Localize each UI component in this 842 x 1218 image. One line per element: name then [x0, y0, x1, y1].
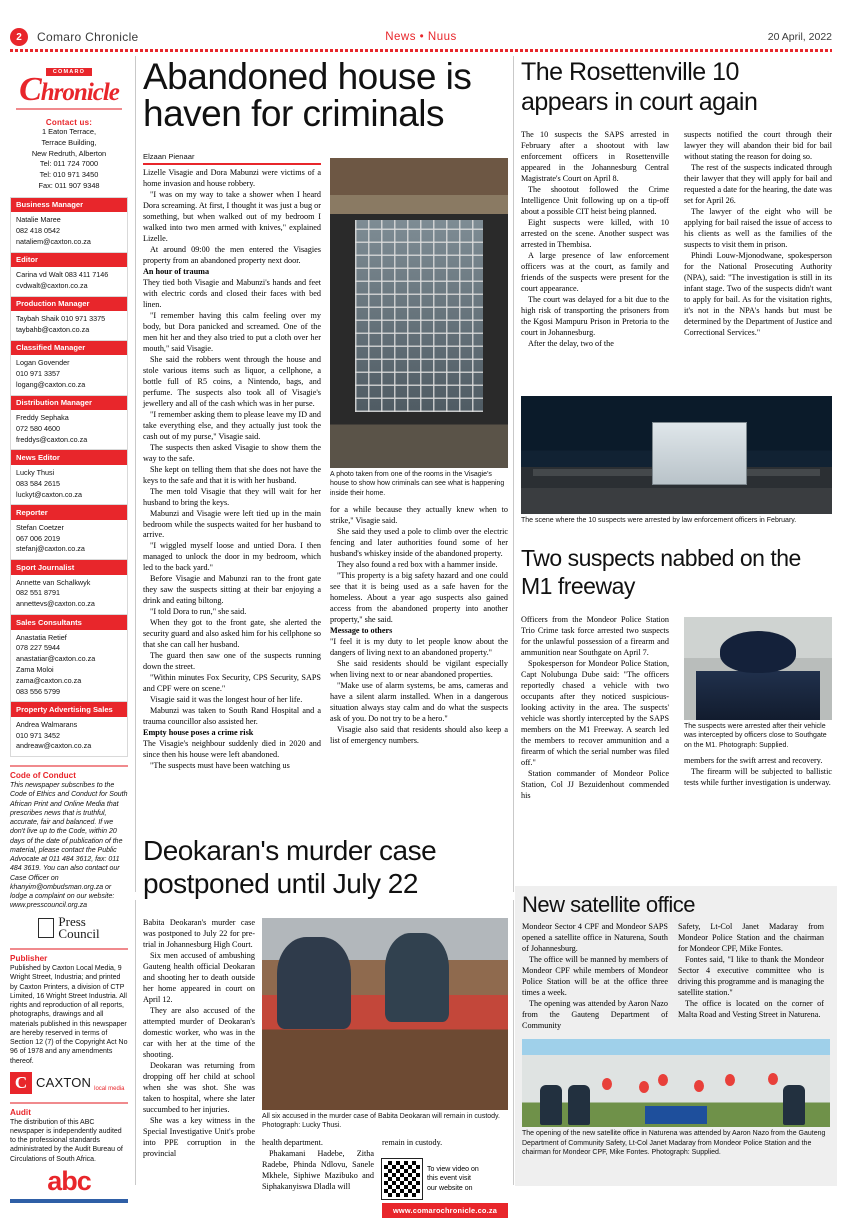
staff-line: annettevs@caxton.co.za [16, 599, 95, 609]
paragraph: The guard then saw one of the suspects running down the street. [143, 651, 321, 672]
paragraph: Six men accused of ambushing Gauteng health official Deokaran and shooting her to death outside her home appeared in court on April 12. [143, 950, 255, 1004]
paragraph: Mabunzi and Visagie were left tied up in the main bedroom while the suspects waited for her husband to arrive. [143, 508, 321, 540]
paragraph: "I wiggled myself loose and untied Dora. I then managed to unlock the door in my bedroom, which led to the back yard." [143, 541, 321, 573]
paragraph: When they got to the front gate, she alerted the security guard and also asked him for his cellphone so that she can call her husband. [143, 618, 321, 650]
article-body-col2 [684, 130, 832, 339]
photo-block-deokaran [262, 918, 508, 1131]
article-body-col3 [382, 1138, 508, 1149]
photo-arrest-scene [521, 396, 832, 514]
headline-satellite-office: New satellite office [522, 892, 696, 917]
article-body-col1 [143, 918, 255, 1160]
paragraph: The suspects then asked Visagie to show them the way to the safe. [143, 442, 321, 463]
paragraph: "Within minutes Fox Security, CPS Security, SAPS and CPF were on scene." [143, 673, 321, 694]
photo-caption: The opening of the new satellite office in Naturena was attended by Aaron Nazo from the Gauteng Department of Community Safety, Lt-Col Janet Madaray from Mondeor Police Station and the chairman for Mondeor CPF, Mike Fontes. Photograph: Supplied. [522, 1130, 826, 1157]
staff-contact [11, 717, 127, 757]
paragraph: She said residents should be vigilant especially when living next to or near abandoned properties. [330, 659, 508, 680]
paragraph: Station commander of Mondeor Police Station, Col JJ Bezuidenhout commended his [521, 768, 669, 800]
paragraph: "The suspects must have been watching us [150, 761, 290, 771]
staff-line: 078 227 5944 [16, 643, 60, 653]
article-deokaran-col2 [262, 1138, 374, 1193]
staff-line: 010 971 3357 [16, 368, 60, 378]
masthead-rail [10, 56, 128, 1203]
staff-line: logang@caxton.co.za [16, 379, 86, 389]
caxton-subtitle: local media [94, 1085, 125, 1092]
article-deokaran-col3 [382, 1138, 508, 1218]
staff-contact [11, 355, 127, 395]
staff-line: stefanj@caxton.co.za [16, 544, 85, 554]
code-of-conduct-heading: Code of Conduct [10, 771, 76, 781]
photo-satellite-office-opening [522, 1039, 830, 1127]
paragraph: The office will be manned by members of Mondeor CPF while members of Mondeor Police Station will be at the office three times a week. [522, 955, 668, 998]
staff-line: Andrea Walmarans [16, 719, 78, 729]
press-council-wordmark [58, 913, 100, 941]
staff-contact [11, 575, 127, 615]
paragraph: "I was on my way to take a shower when I heard Dora screaming. At first, I thought it was just a bug or something, but when walked out of my bedroom I walked into two men armed with knives," explained Lizelle. [143, 189, 321, 243]
article-body-col2 [262, 1138, 374, 1193]
article-body-col2 [678, 922, 824, 1032]
paragraph: Officers from the Mondeor Police Station Trio Crime task force arrested two suspects for the unlawful possession of a firearm and ammunition near Southgate on April 7. [521, 615, 669, 657]
satellite-columns [522, 922, 830, 1032]
paragraph: The rest of the suspects indicated through their lawyer that they will apply for bail and requested a date for the hearing, the date was set for April 26. [684, 162, 832, 205]
paragraph: She kept on telling them that she does not have the keys to the safe and that it is with her husband. [143, 464, 321, 485]
logo-word-rest: hronicle [40, 79, 119, 106]
contact-line: Tel: 011 724 7000 [39, 159, 99, 169]
paragraph: Phakamani Hadebe, Zitha Radebe, Phinda Ndlovu, Sanele Mkhele, Siphiwe Mazibuko and Siphakanyiswa Dladla will [262, 1148, 374, 1191]
staff-contact [11, 267, 127, 297]
staff-line: luckyt@caxton.co.za [16, 489, 83, 499]
staff-line: 083 584 2615 [16, 478, 60, 488]
staff-role-heading: Classified Manager [11, 341, 127, 355]
staff-role-heading: Production Manager [11, 297, 127, 311]
column-divider [513, 56, 514, 892]
staff-line: Freddy Sephaka [16, 413, 69, 423]
column-divider [135, 900, 136, 1185]
photo-caption: A photo taken from one of the rooms in the Visagie's house to show how criminals can see what is happening inside their home. [330, 471, 505, 497]
staff-line: Taybah Shaik 010 971 3375 [16, 314, 106, 324]
paragraph: Spokesperson for Mondeor Police Station, Capt Nolubunga Dube said: "The officers reportedly chased a vehicle with two occupants after they noticed suspicious-looking activity in the area. The suspects' vehicle was shortly intercepted by the SAPS members on the M1 Freeway. A search led the members to recover ammunition and a firearm of which the serial number was filed off." [521, 658, 669, 767]
staff-line: cvdwalt@caxton.co.za [16, 280, 88, 290]
article-m1-col1 [521, 615, 669, 802]
staff-line: 082 551 8791 [16, 588, 60, 598]
photo-caption: All six accused in the murder case of Babita Deokaran will remain in custody. Photograph: Lucky Thusi. [262, 1113, 500, 1130]
abc-logo: abc [47, 1165, 91, 1196]
promo-line: this event visit [427, 1175, 471, 1183]
article-abandoned-house-col2 [330, 158, 508, 747]
article-body-col1 [521, 615, 669, 802]
staff-line: Logan Govender [16, 358, 70, 368]
staff-line: Zama Moloi [16, 664, 54, 674]
staff-role-heading: Distribution Manager [11, 396, 127, 410]
staff-role-heading: Editor [11, 253, 127, 267]
headline-m1: Two suspects nabbed on the M1 freeway [521, 545, 801, 599]
press-council-mark-icon [38, 918, 54, 938]
paragraph: members for the swift arrest and recovery. [684, 756, 823, 766]
person-figure [540, 1085, 562, 1125]
staff-contact [11, 520, 127, 560]
staff-line: 083 556 5799 [16, 686, 60, 696]
press-council-logo [10, 913, 128, 941]
paragraph: "This property is a big safety hazard and one could see that it is being used as a safe haven for the homeless. About a year ago suspects also gained access from the abandoned property into another property," she said. [330, 571, 508, 625]
contact-line: Terrace Building, [41, 138, 97, 147]
website-url-button[interactable]: www.comarochronicle.co.za [382, 1203, 508, 1218]
column-divider [135, 56, 136, 892]
staff-line: 010 971 3452 [16, 730, 60, 740]
paragraph: The firearm will be subjected to ballistic tests while further investigation is underway. [684, 767, 832, 788]
publication-logo [10, 56, 128, 113]
article-rosettenville [521, 58, 832, 117]
paragraph: Before Visagie and Mabunzi ran to the front gate they saw the suspects sitting at their bar enjoying a drink and eating biltong. [143, 574, 321, 606]
staff-role-heading: Sport Journalist [11, 560, 127, 574]
logo-initial: C [19, 71, 41, 108]
staff-line: 082 418 0542 [16, 225, 60, 235]
balloon-icon [694, 1080, 704, 1092]
video-promo-text [427, 1165, 479, 1192]
contact-heading: Contact us: [45, 118, 93, 128]
paragraph: Safety, Lt-Col Janet Madaray from Mondeor Police Station and the chairman for Mondeor CPF, Mike Fontes. [678, 922, 824, 954]
paragraph: She was a key witness in the Special Investigative Unit's probe into PPE corruption in the provincial [143, 1115, 255, 1158]
paragraph: After the delay, two of the [528, 338, 614, 348]
publisher-text: Published by Caxton Local Media, 9 Wright Street, Industria; and printed by Caxton Printers, a division of CTP Limited, 16 Wright Street Industria. All rights and reproduction of all reports, photographs, drawings and all materials published in this newspaper are hereby reserved in terms of Section 12 (7) of the Copyright Act No 96 of 1978 and any amendments thereof. [10, 965, 128, 1065]
paragraph: At around 09:00 the men entered the Visagies property from an abandoned property next door. [143, 244, 321, 265]
column-divider [513, 900, 514, 1185]
photo-caption: The suspects were arrested after their vehicle was intercepted by officers close to Southgate on the M1. Photograph: Supplied. [684, 723, 827, 749]
article-body-col1 [522, 922, 668, 1032]
paragraph: Eight suspects were killed, with 10 arrested on the scene. Another suspect was arrested in Thembisa. [521, 217, 669, 249]
page-header [10, 26, 832, 48]
article-m1-col2 [684, 617, 832, 789]
publisher-heading: Publisher [10, 954, 48, 964]
article-body-col1 [143, 168, 321, 772]
staff-line: freddys@caxton.co.za [16, 434, 88, 444]
balloon-icon [768, 1073, 778, 1085]
staff-line: zama@caxton.co.za [16, 675, 82, 685]
page-number-badge: 2 [10, 28, 28, 46]
staff-line: nataliem@caxton.co.za [16, 236, 91, 246]
paper-name: Comaro Chronicle [37, 30, 139, 44]
code-of-conduct-text: This newspaper subscribes to the Code of Ethics and Conduct for South African Print and Online Media that prescribes news that is truthful, accurate, fair and balanced. If we don't live up to the Code, within 20 days of the date of publication of the material, please contact the Public Advocate at 011 484 3612, fax: 011 484 3619. You can also contact our Case Officer on khanyim@ombudsman.org.za or lodge a complaint on our website: www.presscouncil.org.za [10, 782, 128, 910]
paragraph: "Make use of alarm systems, be ams, cameras and have a silent alarm installed. When in a dangerous situation always stay calm and do what the suspects ask of you. Do not try to be a hero." [330, 681, 508, 724]
paragraph: She said they used a pole to climb over the electric fencing and later authorities found some of her husband's whiskey inside of the abandoned property. [330, 527, 508, 559]
paragraph: The court was delayed for a bit due to the high risk of transporting the prisoners from the Kgosi Mampuru Prison in Pretoria to the court in Johannesburg. [521, 294, 669, 337]
staff-line: 072 580 4600 [16, 423, 60, 433]
staff-role-heading: Business Manager [11, 198, 127, 212]
balloon-icon [725, 1074, 735, 1086]
header-divider [10, 49, 832, 52]
paragraph: "I remember asking them to please leave my ID and take everything else, and they actually just took the cash out of my purse," Visagie said. [143, 409, 321, 441]
subheading: An hour of trauma [143, 266, 210, 276]
paragraph: Mondeor Sector 4 CPF and Mondeor SAPS opened a satellite office in Naturena, South of Johannesburg. [522, 922, 668, 954]
audit-text: The distribution of this ABC newspaper is independently audited to the professional standards administrated by the Audit Bureau of Circulations of South Africa. [10, 1118, 123, 1163]
paragraph: Visagie said it was the longest hour of her life. [150, 695, 303, 705]
staff-line: Lucky Thusi [16, 467, 55, 477]
rail-footer-bar [10, 1199, 128, 1203]
staff-line: anastatiar@caxton.co.za [16, 654, 96, 664]
staff-line: Natalie Maree [16, 215, 61, 225]
subheading: Empty house poses a crime risk [143, 728, 254, 738]
staff-role-heading: Sales Consultants [11, 615, 127, 629]
person-figure [783, 1085, 805, 1125]
logo-underline [16, 108, 122, 110]
paragraph: The 10 suspects the SAPS arrested in February after a shootout with law enforcement officers in Rosettenville appeared in the Johannesburg Central Magistrate's Court on April 8. [521, 130, 669, 183]
caxton-wordmark: CAXTON [36, 1075, 92, 1091]
headline-rosettenville: The Rosettenville 10 appears in court again [521, 58, 758, 116]
article-rosettenville-col1 [521, 130, 669, 350]
paragraph: They are also accused of the attempted murder of Deokaran's domestic worker, who was in the car with her at the time of the shooting. [143, 1005, 255, 1059]
promo-line: our website on [427, 1184, 473, 1192]
contact-line: Fax: 011 907 9348 [38, 180, 100, 190]
logo-tagline: COMARO [46, 68, 92, 76]
contact-line: Tel: 010 971 3450 [39, 170, 99, 180]
balloon-icon [639, 1081, 649, 1093]
paragraph: Deokaran was returning from dropping off her child at school when she was shot. She was taken to hospital, where she later succumbed to her injuries. [143, 1060, 255, 1114]
paragraph: The shootout followed the Crime Intelligence Unit following up on a tip-off about a possible CIT heist being planned. [521, 184, 669, 216]
paragraph: A large presence of law enforcement officers was at the court, as family and friends of the suspects were present for the court appearance. [521, 250, 669, 293]
paragraph: They tied both Visagie and Mabunzi's hands and feet with electric cords and closed their faces with bed linen. [143, 277, 321, 309]
article-body-col2 [330, 505, 508, 747]
staff-contact [11, 212, 127, 252]
paragraph: The men told Visagie that they will wait for her husband to bring the keys. [143, 486, 321, 507]
paragraph: "I told Dora to run," she said. [150, 607, 247, 617]
article-body-col2 [684, 756, 832, 789]
contact-line: 1 Eaton Terrace, [41, 127, 97, 137]
headline-abandoned-house: Abandoned house is haven for criminals [143, 56, 472, 134]
press-council-line1: Press [58, 913, 86, 929]
subheading: Message to others [330, 626, 393, 636]
paragraph: Babita Deokaran's murder case was postponed to July 22 for pre-trial in Johannesburg High Court. [143, 918, 255, 949]
staff-role-heading: News Editor [11, 450, 127, 464]
paragraph: Visagie also said that residents should also keep a list of emergency numbers. [330, 725, 508, 745]
staff-role-heading: Reporter [11, 505, 127, 519]
staff-role-heading: Property Advertising Sales [11, 702, 127, 716]
article-satellite-office [515, 886, 837, 1186]
staff-line: Stefan Coetzer [16, 522, 64, 532]
staff-line: taybahb@caxton.co.za [16, 324, 90, 334]
article-deokaran-col1 [143, 918, 255, 1160]
paragraph: The office is located on the corner of Malta Road and Vesting Street in Naturena. [678, 999, 824, 1020]
issue-date: 20 April, 2022 [767, 31, 832, 43]
promo-line: To view video on [427, 1166, 479, 1174]
qr-code-icon[interactable] [382, 1159, 422, 1199]
staff-directory [10, 197, 128, 758]
staff-line: Carina vd Walt 083 411 7146 [16, 270, 109, 280]
section-label: News • Nuus [385, 31, 457, 43]
paragraph: remain in custody. [382, 1138, 443, 1147]
rail-divider [10, 1102, 128, 1104]
article-body-col1 [521, 130, 669, 350]
staff-contact [11, 410, 127, 450]
paragraph: Fontes said, "I like to thank the Mondeor Sector 4 executive committee who is driving this programme and is managing the satellite station." [678, 955, 824, 998]
paragraph: She said the robbers went through the house and stole various items such as liquor, a cellphone, a bottle full of R5 coins, a Nintendo, bags, and perfume. The suspects also took all of Visagie's jewellery and all of the cash which was in her purse. [143, 354, 321, 408]
paragraph: suspects notified the court through their lawyer they will abandon their bid for bail without stating the reason for doing so. [684, 130, 832, 161]
balloon-icon [602, 1078, 612, 1090]
paragraph: They also found a red box with a hammer inside. [337, 560, 498, 570]
audit-heading: Audit [10, 1107, 31, 1117]
paragraph: Lizelle Visagie and Dora Mabunzi were victims of a home invasion and house robbery. [143, 168, 321, 188]
photo-court-accused [262, 918, 508, 1110]
paragraph: Phindi Louw-Mjonodwane, spokesperson for the National Prosecuting Authority (NPA), said: "The investigation is still in its infant stage. Two of the suspects didn't want to apply for bail. As for the visitation rights, it's not in the NPA's hands but must be determined by the Department of Justice and Correctional Services." [684, 250, 832, 337]
staff-line: 067 006 2019 [16, 533, 60, 543]
staff-line: Anastatia Retief [16, 632, 67, 642]
press-council-line2: Council [58, 925, 100, 941]
paragraph: The opening was attended by Aaron Nazo from the Gauteng Department of Community [522, 999, 668, 1031]
paragraph: "I feel it is my duty to let people know about the dangers of living next to an abandoned property." [330, 637, 508, 658]
paragraph: The lawyer of the eight who will be applying for bail raised the issue of access to his clients as well as the families of the suspects to visit them in prison. [684, 206, 832, 249]
article-m1 [521, 545, 832, 600]
paragraph: The Visagie's neighbour suddenly died in 2020 and since then his house were left abandoned. [143, 739, 321, 760]
contact-line: New Redruth, Alberton [31, 148, 107, 158]
person-figure [568, 1085, 590, 1125]
paragraph: for a while because they actually knew when to strike," Visagie said. [330, 505, 508, 526]
article-deokaran [143, 834, 508, 900]
contact-details [10, 127, 128, 191]
headline-deokaran: Deokaran's murder case postponed until July 22 [143, 835, 437, 900]
paragraph: Mabunzi was taken to South Rand Hospital and a trauma councillor also assisted her. [143, 706, 321, 727]
staff-contact [11, 630, 127, 703]
article-abandoned-house-col1 [143, 152, 321, 772]
video-promo[interactable] [382, 1159, 508, 1199]
byline: Elzaan Pienaar [143, 152, 195, 161]
byline-divider [143, 163, 321, 165]
caxton-logo [10, 1072, 128, 1094]
photo-caption: The scene where the 10 suspects were arrested by law enforcement officers in February. [521, 517, 797, 524]
rail-divider [10, 948, 128, 950]
photo-block-rosettenville [521, 396, 832, 525]
photo-visagie-room [330, 158, 508, 468]
article-abandoned-house [143, 58, 508, 132]
article-rosettenville-col2 [684, 130, 832, 339]
paragraph: "I remember having this calm feeling over my body, but Dora panicked and screamed. One of the men hit her and they also tried to put a cloth over her mouth," said Visagie. [143, 310, 321, 353]
staff-line: Annette van Schalkwyk [16, 577, 91, 587]
rail-divider [10, 765, 128, 767]
staff-line: andreaw@caxton.co.za [16, 741, 92, 751]
paragraph: health department. [262, 1138, 323, 1147]
staff-contact [11, 311, 127, 341]
caxton-mark-icon: C [10, 1072, 32, 1094]
event-table [645, 1106, 707, 1124]
photo-suspect [684, 617, 832, 720]
staff-contact [11, 465, 127, 505]
balloon-icon [658, 1074, 668, 1086]
